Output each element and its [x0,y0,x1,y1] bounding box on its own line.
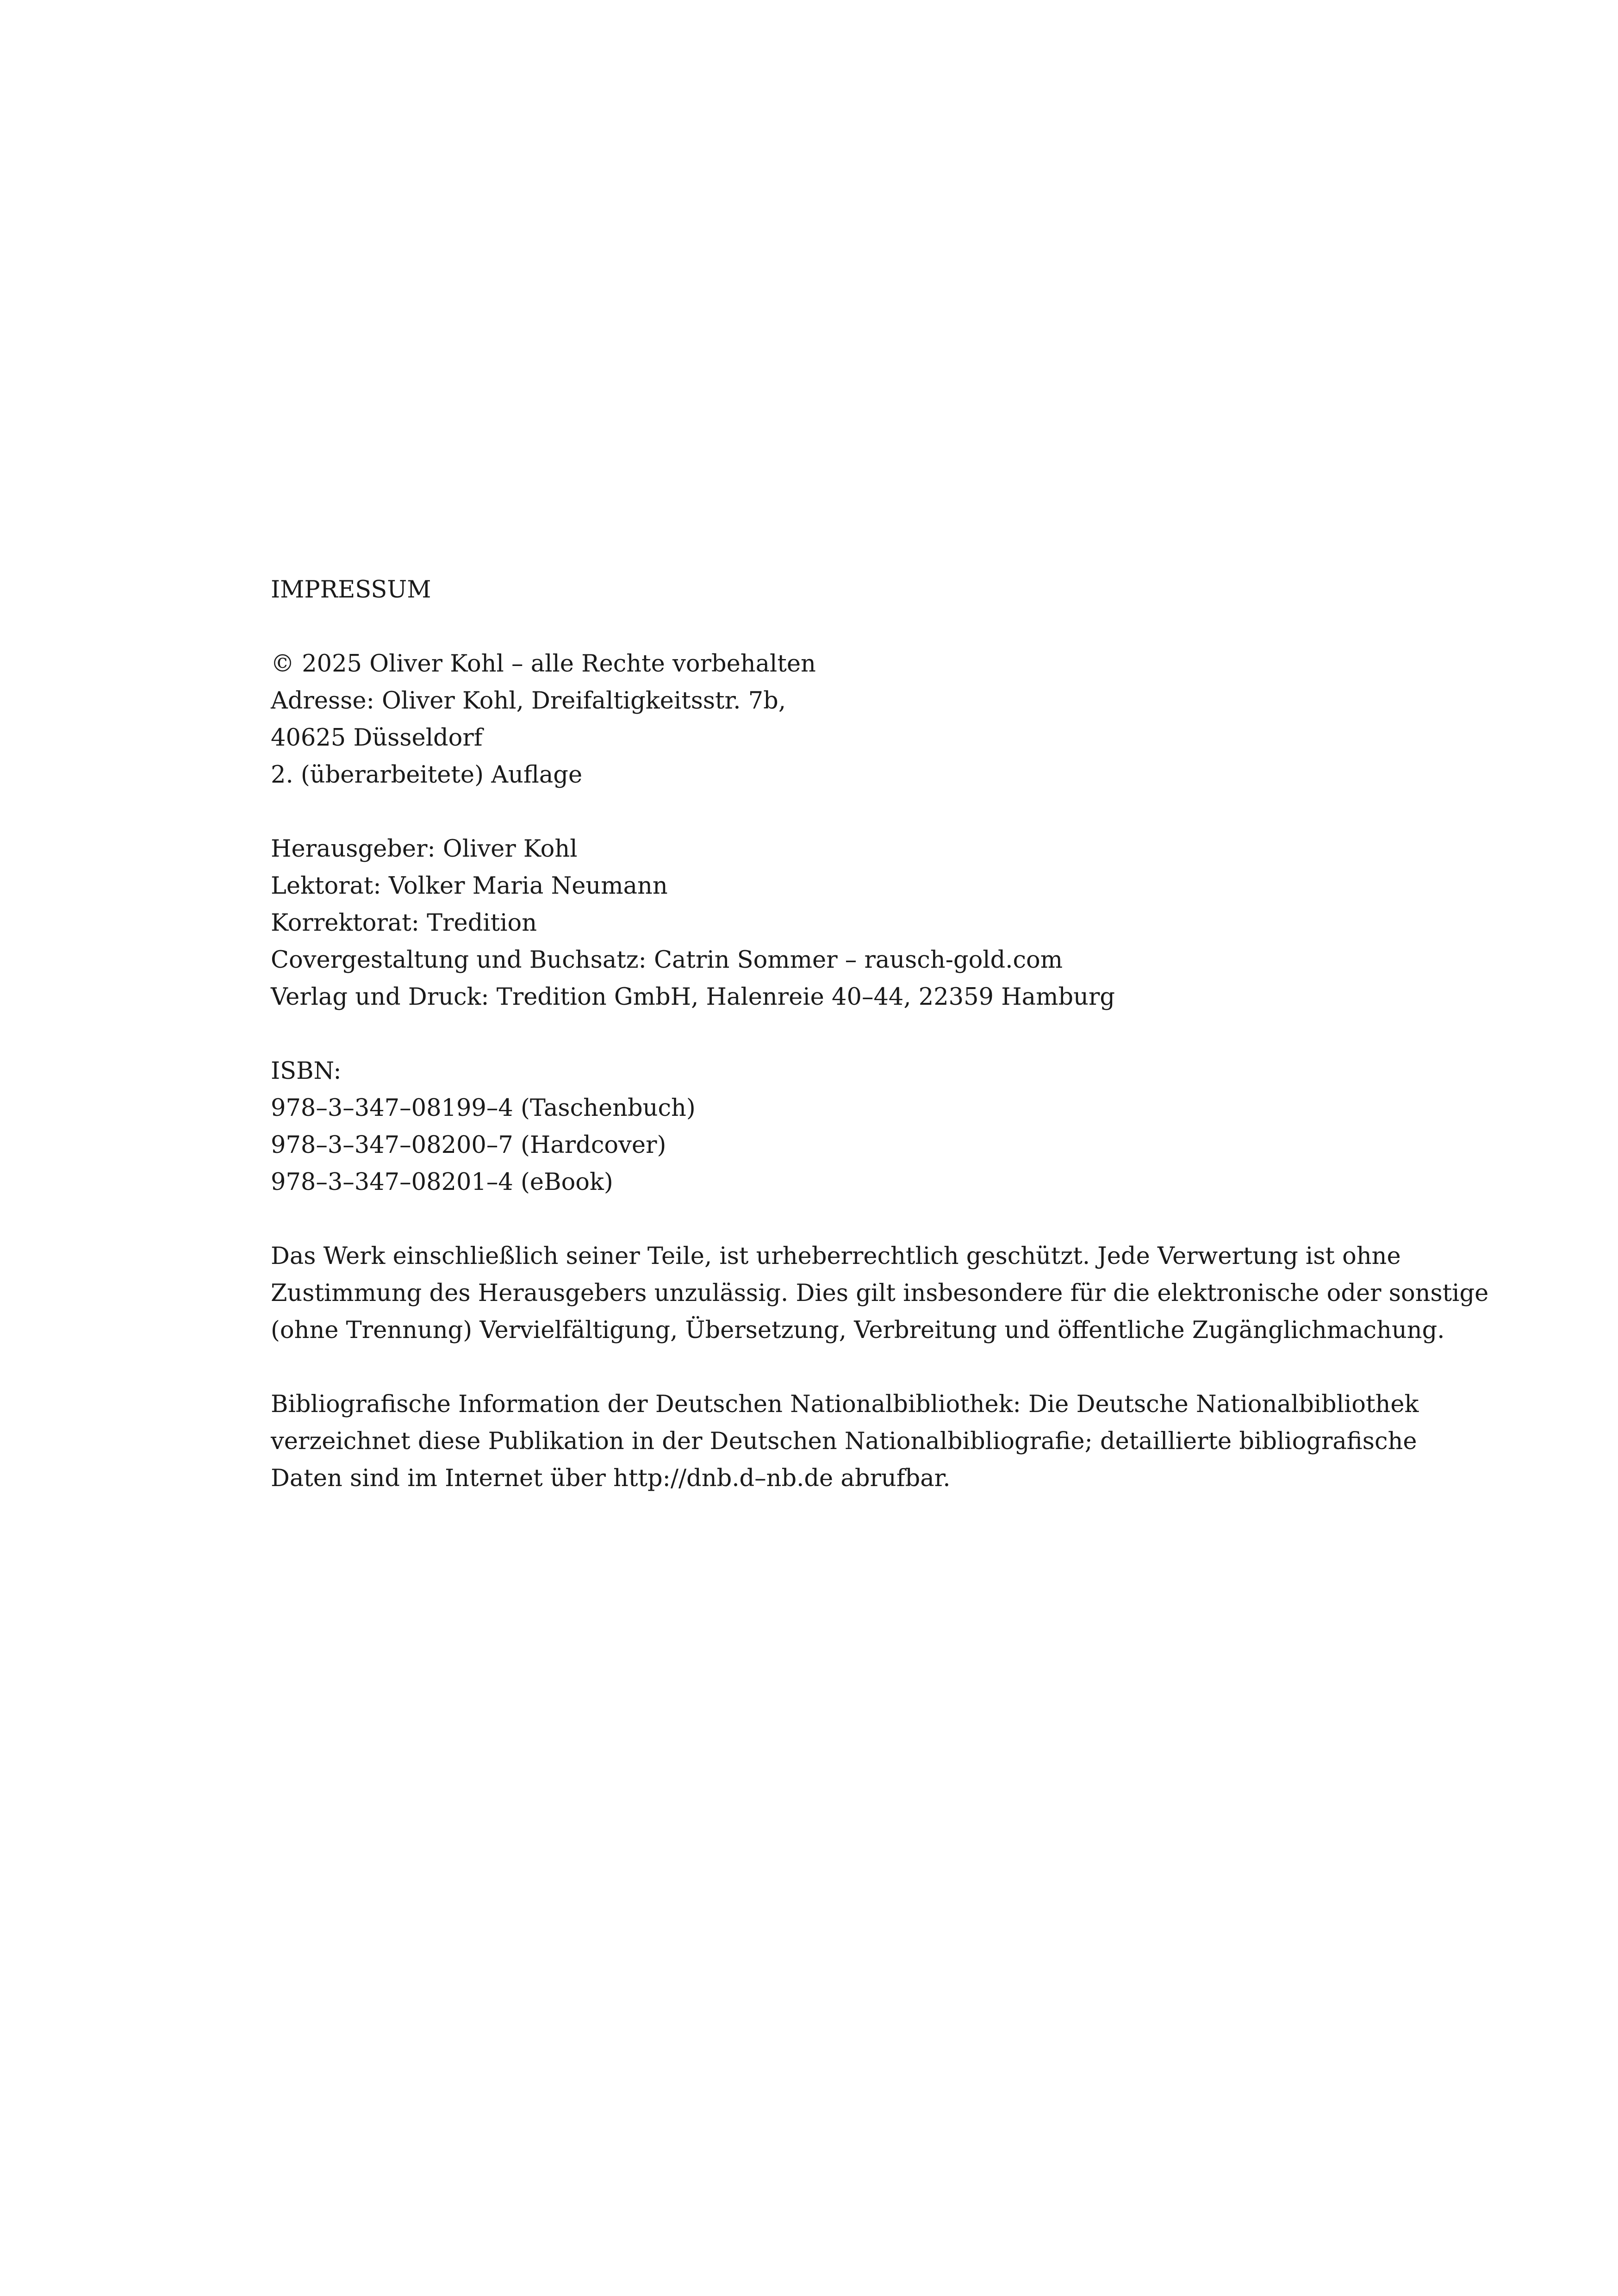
copyright-line: © 2025 Oliver Kohl – alle Rechte vorbehalten [271,650,816,678]
spacer [271,794,1382,831]
design-line: Covergestaltung und Buchsatz: Catrin Sommer – rausch-gold.com [271,946,1063,974]
rights-line: Das Werk einschließlich seiner Teile, ist urheberrechtlich geschützt. Jede Verwertung ist ohne [271,1243,1401,1270]
impressum-block [271,572,1489,1497]
isbn-paperback: 978–3–347–08199–4 (Taschenbuch) [271,1095,696,1122]
city-line: 40625 Düsseldorf [271,724,483,752]
isbn-section [271,1053,1382,1201]
rights-section [271,1238,1489,1349]
bibliography-line: Daten sind im Internet über http://dnb.d–nb.de abrufbar. [271,1465,951,1492]
proofreading-line: Korrektorat: Tredition [271,909,537,937]
editing-line: Lektorat: Volker Maria Neumann [271,872,668,900]
credits-section [271,831,1382,1016]
publisher-line: Herausgeber: Oliver Kohl [271,835,578,863]
isbn-label: ISBN: [271,1058,342,1085]
spacer [271,1349,1382,1386]
address-line: Adresse: Oliver Kohl, Dreifaltigkeitsstr. 7b, [271,687,786,715]
edition-line: 2. (überarbeitete) Auflage [271,761,583,789]
spacer [271,1016,1382,1053]
isbn-hardcover: 978–3–347–08200–7 (Hardcover) [271,1132,666,1159]
spacer [271,609,1382,646]
bibliography-line: verzeichnet diese Publikation in der Deutschen Nationalbibliografie; detaillierte bibliografische [271,1428,1417,1455]
printing-line: Verlag und Druck: Tredition GmbH, Halenreie 40–44, 22359 Hamburg [271,983,1115,1011]
rights-line: Zustimmung des Herausgebers unzulässig. Dies gilt insbesondere für die elektronische oder sonstige [271,1280,1489,1307]
spacer [271,1201,1382,1238]
isbn-ebook: 978–3–347–08201–4 (eBook) [271,1169,613,1196]
bibliography-line: Bibliografische Information der Deutschen Nationalbibliothek: Die Deutsche Nationalbibliothek [271,1391,1419,1418]
rights-line: (ohne Trennung) Vervielfältigung, Übersetzung, Verbreitung und öffentliche Zugänglichmachung. [271,1317,1445,1344]
copyright-section [271,646,1382,794]
bibliography-section [271,1386,1419,1497]
impressum-heading: IMPRESSUM [271,576,431,604]
